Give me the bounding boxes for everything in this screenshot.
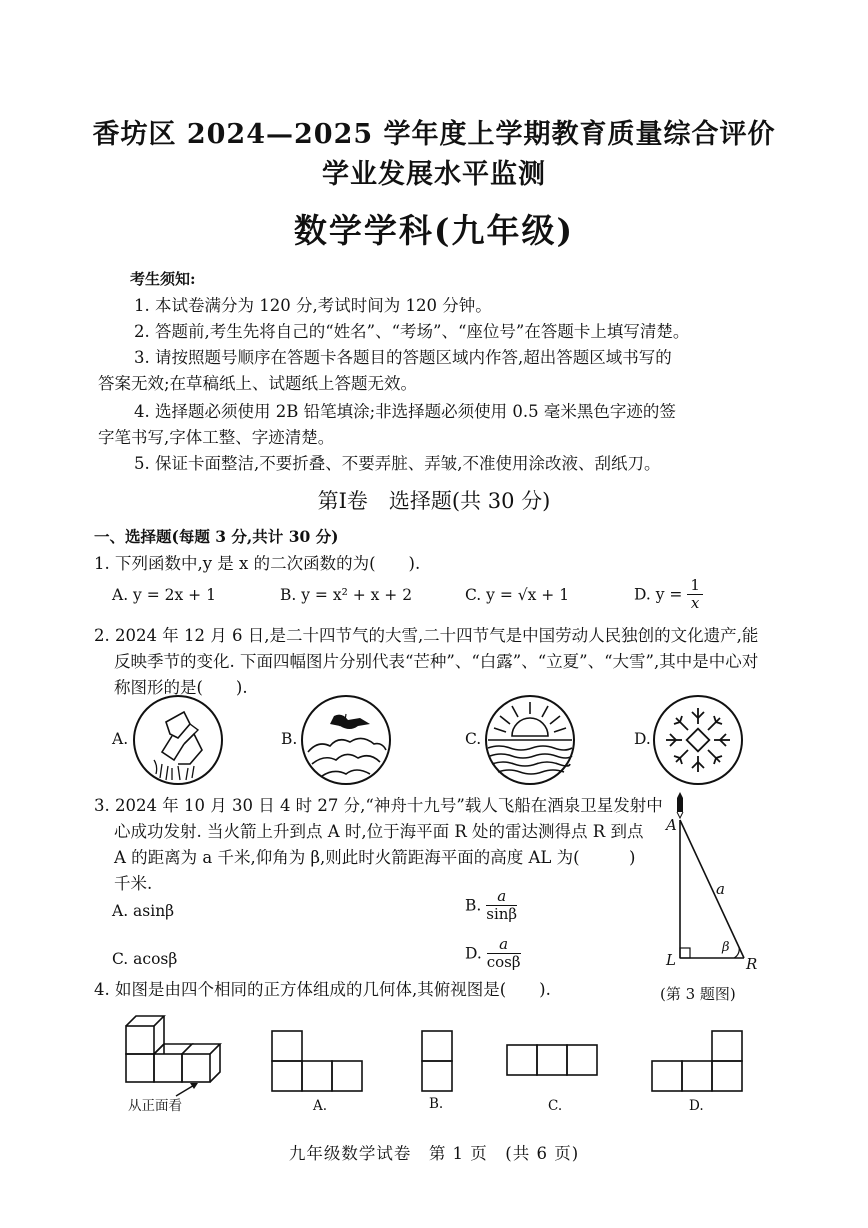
q3-fig-label-r: R [746,955,758,973]
q3-d-denominator: cosβ [486,953,521,971]
q2-line-2: 反映季节的变化. 下面四幅图片分别代表“芒种”、“白露”、“立夏”、“大雪”,其中是中心对 [114,652,759,671]
notice-item-4: 4. 选择题必须使用 2B 铅笔填涂;非选择题必须使用 0.5 毫米黑色字迹的签 [134,402,676,421]
q4-label-d: D. [689,1098,704,1114]
notice-item-4-cont: 字笔书写,字体工整、字迹清楚。 [98,428,335,447]
q3-option-b [465,888,517,923]
q2-label-c: C. [465,730,482,748]
page-footer: 九年级数学试卷 第 1 页 (共 6 页) [288,1144,580,1163]
subject-title: 数学学科(九年级) [293,211,575,250]
q3-fig-label-side-a: a [716,880,725,898]
q3-line-3: A 的距离为 a 千米,仰角为 β,则此时火箭距海平面的高度 AL 为( ) [114,848,636,867]
q3-option-b-prefix: B. [465,896,482,915]
q3-b-numerator: a [486,888,517,906]
q3-option-a: A. asinβ [112,902,175,920]
q2-image-a-mangzhong [132,694,224,786]
q2-line-1: 2. 2024 年 12 月 6 日,是二十四节气的大雪,二十四节气是中国劳动人民独创的文化遗产,能 [94,626,759,645]
q4-label-a: A. [313,1098,328,1114]
q1-option-d [634,577,703,612]
q2-image-c-lixia [484,694,576,786]
section-heading: 一、选择题(每题 3 分,共计 30 分) [94,527,339,546]
q1-option-d-prefix: D. y = [634,585,683,604]
q4-stem: 4. 如图是由四个相同的正方体组成的几何体,其俯视图是( ). [94,980,551,999]
q4-option-d-figure [651,1030,743,1092]
rocket-icon [677,792,683,812]
q4-front-view-label: 从正面看 [128,1098,182,1114]
notice-item-3: 3. 请按照题号顺序在答题卡各题目的答题区域内作答,超出答题区域书写的 [134,348,672,367]
q3-line-2: 心成功发射. 当火箭上升到点 A 时,位于海平面 R 处的雷达测得点 R 到点 [114,822,644,841]
q2-label-a: A. [112,730,129,748]
q3-b-denominator: sinβ [486,905,518,923]
q4-label-b: B. [429,1096,444,1112]
q2-image-b-bailu [300,694,392,786]
q1-option-a: A. y = 2x + 1 [112,586,216,604]
q4-label-c: C. [548,1098,563,1114]
q2-label-d: D. [634,730,651,748]
q3-fig-label-a-point: A [666,816,677,834]
q3-fig-label-l: L [666,951,676,969]
q1-stem: 1. 下列函数中,y 是 x 的二次函数的为( ). [94,554,421,573]
q2-label-b: B. [281,730,298,748]
title-line-2: 学业发展水平监测 [322,159,546,190]
q3-line-4: 千米. [114,874,153,893]
q4-option-b-figure [421,1030,453,1092]
notice-item-5: 5. 保证卡面整洁,不要折叠、不要弄脏、弄皱,不准使用涂改液、刮纸刀。 [134,454,661,473]
q2-image-d-daxue [652,694,744,786]
title-line-1: 香坊区 2024—2025 学年度上学期教育质量综合评价 [92,119,776,150]
q2-line-3: 称图形的是( ). [114,678,248,697]
q3-option-d-fraction [487,936,521,971]
q1-d-denominator: x [690,594,700,612]
q4-option-c-figure [506,1044,598,1076]
q3-option-c: C. acosβ [112,950,178,968]
q1-option-c: C. y = √x + 1 [465,586,570,604]
q4-option-a-figure [271,1030,363,1092]
q3-option-b-fraction [486,888,517,923]
q4-solid-figure [124,1012,224,1088]
q3-d-numerator: a [487,936,521,954]
notice-heading: 考生须知: [130,270,196,288]
notice-item-3-cont: 答案无效;在草稿纸上、试题纸上答题无效。 [98,374,418,393]
q3-fig-label-beta: β [722,940,730,955]
notice-item-2: 2. 答题前,考生先将自己的“姓名”、“考场”、“座位号”在答题卡上填写清楚。 [134,322,690,341]
q3-option-d [465,936,521,971]
notice-item-1: 1. 本试卷满分为 120 分,考试时间为 120 分钟。 [134,296,492,315]
q3-line-1: 3. 2024 年 10 月 30 日 4 时 27 分,“神舟十九号”载人飞船在酒泉卫星发射中 [94,796,663,815]
q3-option-d-prefix: D. [465,944,482,963]
section-title: 第Ⅰ卷 选择题(共 30 分) [317,489,551,513]
q1-option-b: B. y = x² + x + 2 [280,586,413,604]
q1-option-d-fraction [687,577,703,612]
q1-d-numerator: 1 [687,577,703,595]
q3-figure-caption: (第 3 题图) [660,985,736,1003]
